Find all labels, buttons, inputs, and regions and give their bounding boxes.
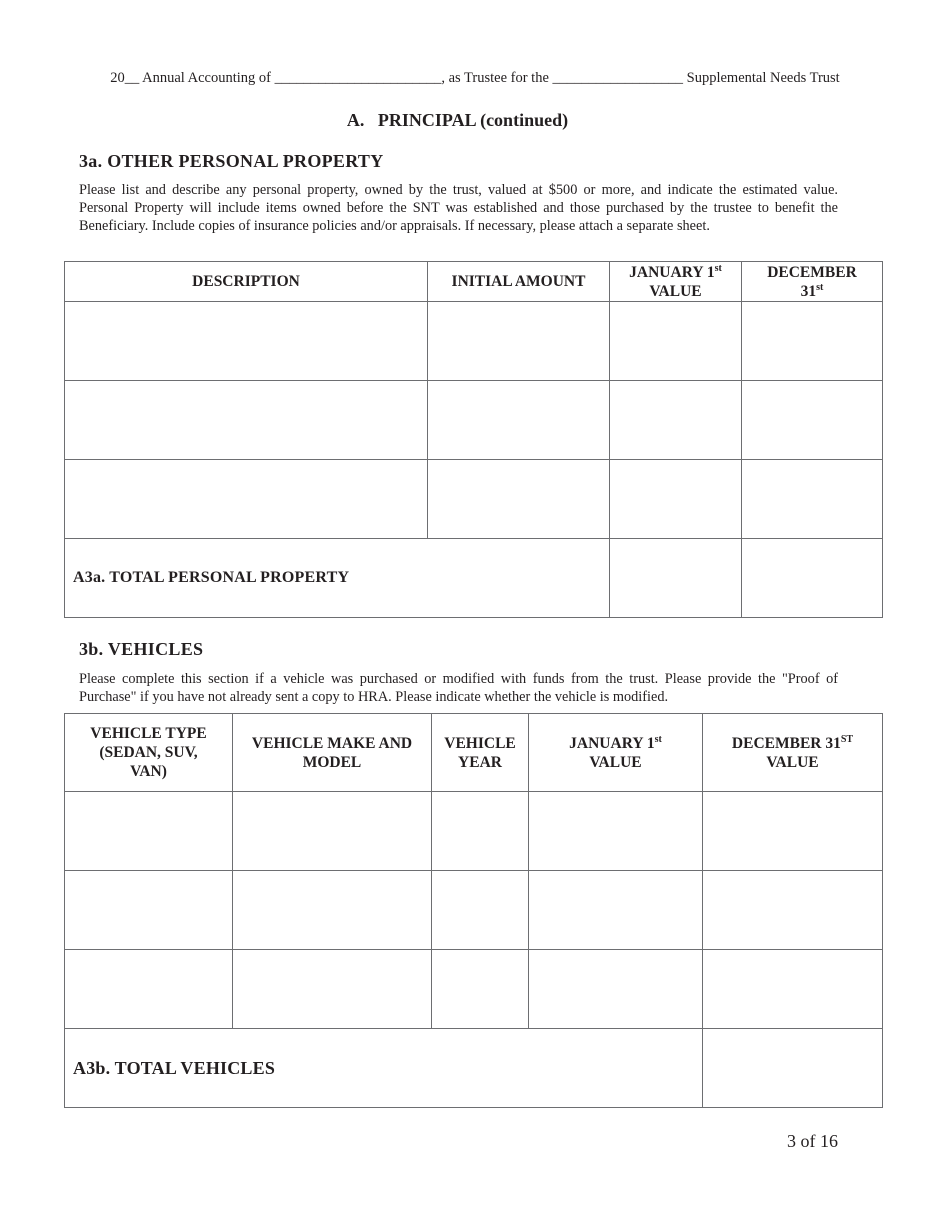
total-row [65, 539, 883, 618]
vehicle-year-cell[interactable] [432, 792, 529, 871]
vehicle-type-cell[interactable] [65, 792, 233, 871]
table-row [65, 460, 883, 539]
personal-property-table [64, 261, 883, 618]
section-3a-heading: 3a. OTHER PERSONAL PROPERTY [79, 151, 384, 171]
dec-value-cell[interactable] [703, 792, 883, 871]
vehicle-type-cell[interactable] [65, 950, 233, 1029]
col-vehicle-type: VEHICLE TYPE (SEDAN, SUV, VAN) [65, 714, 233, 792]
col-initial-amount: INITIAL AMOUNT [428, 262, 610, 302]
section-3a-instructions: Please list and describe any personal property, owned by the trust, valued at $500 or more, and indicate the estimated value. Personal Property will include items owned before the SNT was established and those purchased by the trustee to benefit the Beneficiary. Include copies of insurance policies and/or appraisals. If necessary, please attach a separate sheet. [79, 182, 838, 234]
jan-value-cell[interactable] [610, 460, 742, 539]
total-dec-value-cell[interactable] [742, 539, 883, 618]
total-dec-value-cell[interactable] [703, 1029, 883, 1108]
dec-value-cell[interactable] [703, 871, 883, 950]
vehicles-table [64, 713, 883, 1108]
table-row [65, 381, 883, 460]
total-jan-value-cell[interactable] [610, 539, 742, 618]
section-3b-heading: 3b. VEHICLES [79, 639, 204, 659]
total-personal-property-label: A3a. TOTAL PERSONAL PROPERTY [65, 539, 610, 618]
section-3b-instructions: Please complete this section if a vehicle was purchased or modified with funds from the trust. Please provide the "Proof of Purchase" if you have not already sent a copy to HRA. Please indicate whether the vehicle is modified. [79, 671, 838, 705]
col-jan-value: JANUARY 1st VALUE [529, 714, 703, 792]
jan-value-cell[interactable] [529, 950, 703, 1029]
description-cell[interactable] [65, 302, 428, 381]
table-row [65, 302, 883, 381]
page-number: 3 of 16 [787, 1131, 838, 1151]
col-dec-value: DECEMBER 31st [742, 262, 883, 302]
dec-value-cell[interactable] [742, 302, 883, 381]
vehicle-make-cell[interactable] [233, 792, 432, 871]
col-vehicle-year: VEHICLE YEAR [432, 714, 529, 792]
col-vehicle-make-model: VEHICLE MAKE AND MODEL [233, 714, 432, 792]
jan-value-cell[interactable] [610, 381, 742, 460]
dec-value-cell[interactable] [742, 381, 883, 460]
running-header: 20__ Annual Accounting of _______________________, as Trustee for the __________________ Supplemental Needs Trust [110, 70, 840, 86]
dec-value-cell[interactable] [703, 950, 883, 1029]
jan-value-cell[interactable] [529, 871, 703, 950]
section-a-title: A. PRINCIPAL (continued) [346, 110, 569, 130]
jan-value-cell[interactable] [610, 302, 742, 381]
table-header-row [65, 714, 883, 792]
col-description: DESCRIPTION [65, 262, 428, 302]
description-cell[interactable] [65, 381, 428, 460]
dec-value-cell[interactable] [742, 460, 883, 539]
table-row [65, 950, 883, 1029]
vehicle-year-cell[interactable] [432, 871, 529, 950]
vehicle-year-cell[interactable] [432, 950, 529, 1029]
table-header-row [65, 262, 883, 302]
jan-value-cell[interactable] [529, 792, 703, 871]
description-cell[interactable] [65, 460, 428, 539]
vehicle-type-cell[interactable] [65, 871, 233, 950]
total-row [65, 1029, 883, 1108]
table-row [65, 792, 883, 871]
initial-amount-cell[interactable] [428, 460, 610, 539]
vehicle-make-cell[interactable] [233, 950, 432, 1029]
vehicle-make-cell[interactable] [233, 871, 432, 950]
col-jan-value: JANUARY 1st VALUE [610, 262, 742, 302]
initial-amount-cell[interactable] [428, 302, 610, 381]
initial-amount-cell[interactable] [428, 381, 610, 460]
total-vehicles-label: A3b. TOTAL VEHICLES [65, 1029, 703, 1108]
table-row [65, 871, 883, 950]
col-dec-value: DECEMBER 31ST VALUE [703, 714, 883, 792]
